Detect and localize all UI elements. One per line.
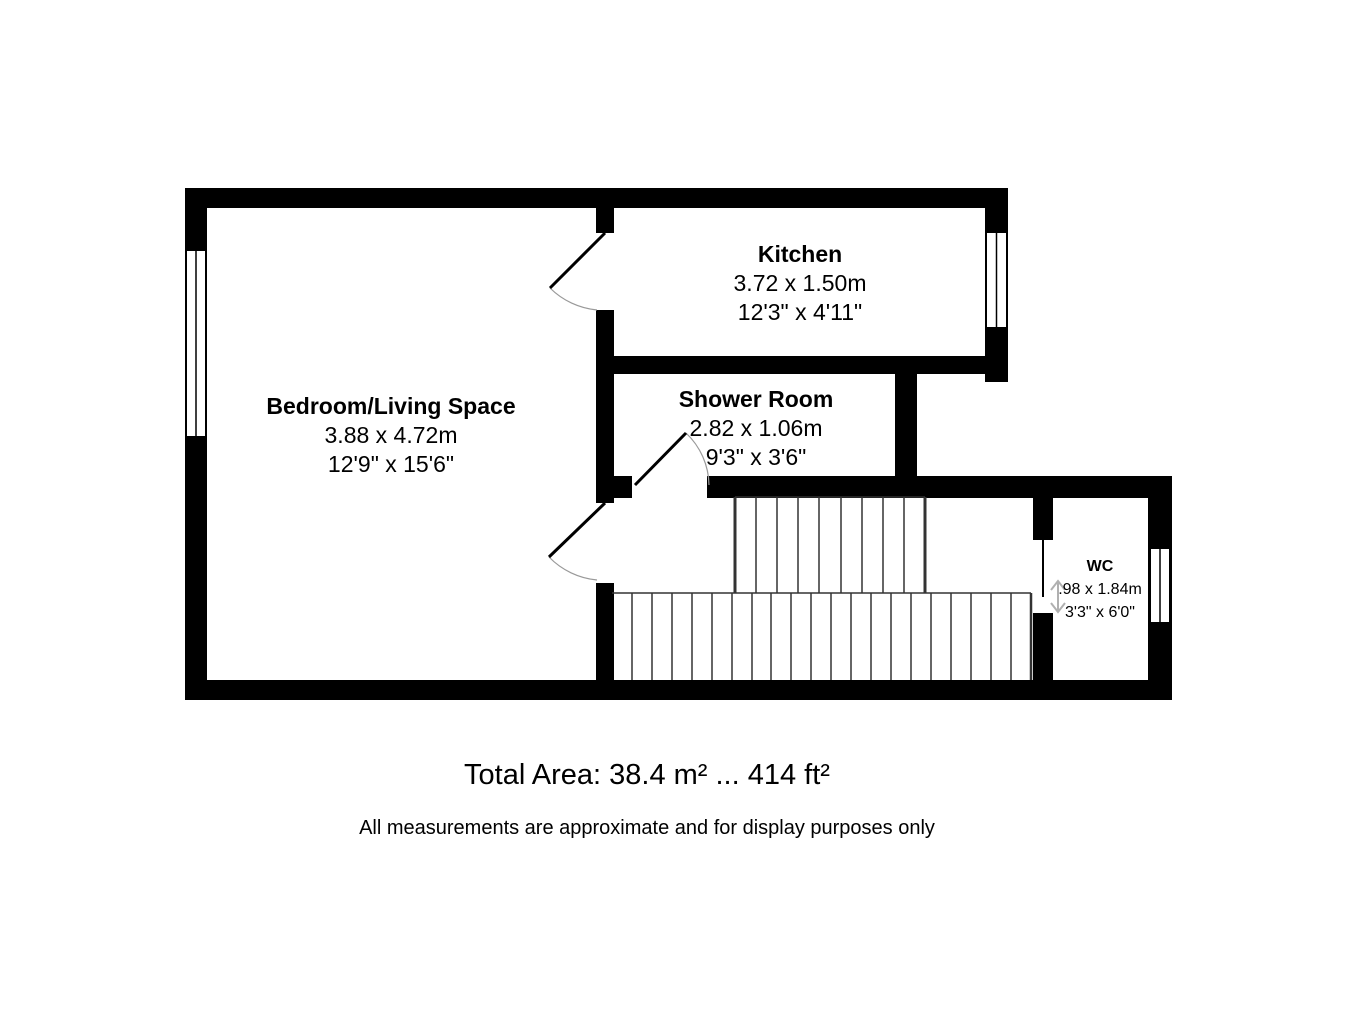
door-hallway [549,503,605,580]
room-dims-metric: 3.88 x 4.72m [324,422,458,448]
stairs-lower-flight [612,593,1031,680]
stairs-upper-flight [735,497,925,593]
room-dims-imperial: 9'3" x 3'6" [705,444,807,470]
window-kitchen [986,232,1007,328]
room-label-wc [1058,555,1142,624]
room-dims-imperial: 3'3" x 6'0" [1065,604,1135,621]
window-wc [1150,548,1170,623]
wall-shower-right [895,372,917,482]
room-dims-imperial: 12'3" x 4'11" [737,299,863,325]
room-label-kitchen [734,240,867,327]
room-name: Bedroom/Living Space [266,393,516,419]
disclaimer-text: All measurements are approximate and for display purposes only [359,817,935,839]
total-area-text: Total Area: 38.4 m² ... 414 ft² [464,759,830,791]
stairs-upper-treads [756,497,904,593]
room-dims-metric: 3.72 x 1.50m [733,270,867,296]
wall-landing-top [707,476,1172,498]
stairs-lower-treads [632,593,1011,680]
wall-wc-left-upper [1033,498,1053,540]
room-dims-metric: .98 x 1.84m [1058,581,1142,598]
room-dims-metric: 2.82 x 1.06m [689,415,823,441]
room-name: WC [1086,558,1114,575]
room-name: Kitchen [757,241,843,267]
room-label-shower [679,385,834,472]
wall-wc-left-lower [1033,613,1053,680]
room-name: Shower Room [678,386,834,412]
room-dims-imperial: 12'9" x 15'6" [327,451,455,477]
wall-bedroom-divider-top [596,188,614,233]
wall-shower-bottom-stub [614,476,632,498]
door-kitchen [550,233,605,310]
wall-bedroom-divider-mid [596,310,614,503]
wall-kitchen-bottom [596,356,1008,374]
window-bedroom [186,250,206,437]
stairs [612,497,1031,680]
wall-bottom-exterior [185,680,1172,700]
wall-bedroom-divider-bottom [596,583,614,680]
room-label-bedroom [266,392,515,479]
